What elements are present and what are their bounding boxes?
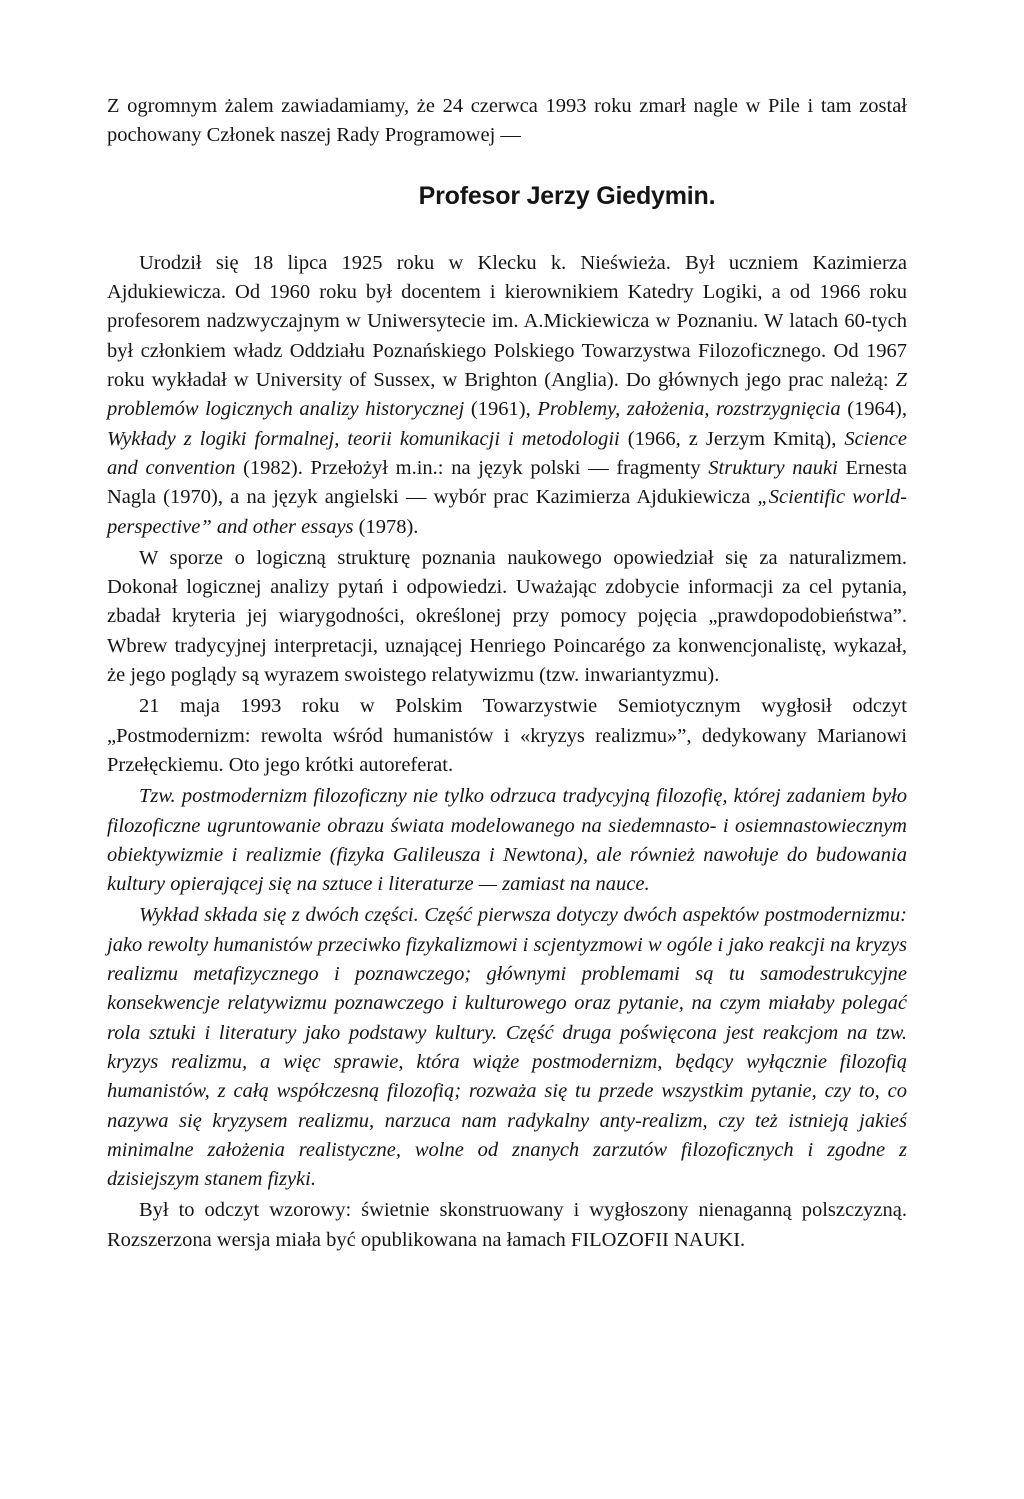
- bio-text-5: (1982). Przełożył m.in.: na język polski — fragmenty: [235, 456, 709, 479]
- page-title: Profesor Jerzy Giedymin.: [418, 181, 716, 210]
- work-title-1: Z problemów logicznych analizy historycznej: [107, 369, 907, 421]
- lecture-paragraph: 21 maja 1993 roku w Polskim Towarzystwie Semiotycznym wygłosił odczyt „Postmodernizm: rewolta wśród humanistów i «kryzys realizmu»”, dedykowany Marianowi Przełęckiemu. Oto jego krótki autoreferat.: [107, 695, 907, 776]
- abstract-text-2: Wykład składa się z dwóch części. Część pierwsza dotyczy dwóch aspektów postmodernizmu: jako rewolty humanistów przeciwko fizykalizmowi i scjentyzmowi w ogóle i jako reakcji na kryzys realizmu metafizycznego i poznawczego; głównymi problemami są tu samodestrukcyjne konsekwencje relatywizmu poznawczego i kulturowego oraz pytanie, na czym miałaby polegać rola sztuki i literatury jako podstawy kultury. Część druga poświęcona jest reakcjom na tzw. kryzys realizmu, a więc sprawie, która wiąże postmodernizm, będący wyłącznie filozofią humanistów, z całą współczesną filozofią; rozważa się tu przede wszystkim pytanie, czy to, co nazywa się kryzysem realizmu, narzuca nam radykalny anty-realizm, czy też istnieją jakieś minimalne założenia realistyczne, wolne od znanych zarzutów filozoficznych i zgodne z dzisiejszym stanem fizyki.: [107, 904, 907, 1191]
- abstract-text-1: Tzw. postmodernizm filozoficzny nie tylko odrzuca tradycyjną filozofię, której zadaniem było filozoficzne ugruntowanie obrazu świata modelowanego na siedemnasto- i osiemnastowiecznym obiektywizmie i realizmie (fizyka Galileusza i Newtona), ale również nawołuje do budowania kultury opierającej się na sztuce i literaturze — zamiast na nauce.: [107, 785, 907, 896]
- work-title-2: Problemy, założenia, rozstrzygnięcia: [537, 398, 841, 421]
- bio-text-1: Urodził się 18 lipca 1925 roku w Klecku k. Nieświeża. Był uczniem Kazimierza Ajdukiewicza. Od 1960 roku był docentem i kierownikiem Katedry Logiki, a od 1966 roku profesorem nadzwyczajnym w Uniwersytecie im. A.Mickiewicza w Poznaniu. W latach 60-tych był członkiem władz Oddziału Poznańskiego Polskiego Towarzystwa Filozoficznego. Od 1967 roku wykładał w University of Sussex, w Brighton (Anglia). Do głównych jego prac należą:: [107, 251, 907, 392]
- work-title-3: Wykłady z logiki formalnej, teorii komunikacji i metodologii: [107, 427, 620, 450]
- bio-text-7: (1978).: [353, 515, 419, 538]
- bio-text-3: (1964),: [840, 398, 908, 421]
- closing-paragraph: Był to odczyt wzorowy: świetnie skonstruowany i wygłoszony nienaganną polszczyzną. Rozszerzona wersja miała być opublikowana na łamach FILOZOFII NAUKI.: [107, 1199, 907, 1251]
- abstract-paragraph-2: [107, 901, 907, 1194]
- intro-paragraph: Z ogromnym żalem zawiadamiamy, że 24 czerwca 1993 roku zmarł nagle w Pile i tam został pochowany Członek naszej Rady Programowej —: [107, 95, 907, 147]
- bio-text-6: Ernesta Nagla (1970), a na język angielski — wybór prac Kazimierza Ajdukiewicza: [107, 456, 907, 509]
- obituary-page: [107, 92, 907, 1255]
- abstract-paragraph-1: [107, 782, 907, 899]
- dispute-paragraph: W sporze o logiczną strukturę poznania naukowego opowiedział się za naturalizmem. Dokonał logicznej analizy pytań i odpowiedzi. Uważając zdobycie informacji za cel pytania, zbadał kryteria jej wiarygodności, określonej przy pomocy pojęcia „prawdopodobieństwa”. Wbrew tradycyjnej interpretacji, uznającej Henriego Poincarégo za konwencjonalistę, wykazał, że jego poglądy są wyrazem swoistego relatywizmu (tzw. inwariantyzmu).: [107, 546, 907, 687]
- bio-text-4: (1966, z Jerzym Kmitą),: [619, 427, 845, 450]
- work-title-4: Science and convention: [107, 427, 907, 479]
- work-title-6: „Scientific world-perspective” and other essays: [107, 486, 907, 538]
- work-title-5: Struktury nauki: [708, 456, 838, 479]
- bio-text-2: (1961),: [464, 398, 538, 421]
- biography-paragraph: [107, 249, 907, 542]
